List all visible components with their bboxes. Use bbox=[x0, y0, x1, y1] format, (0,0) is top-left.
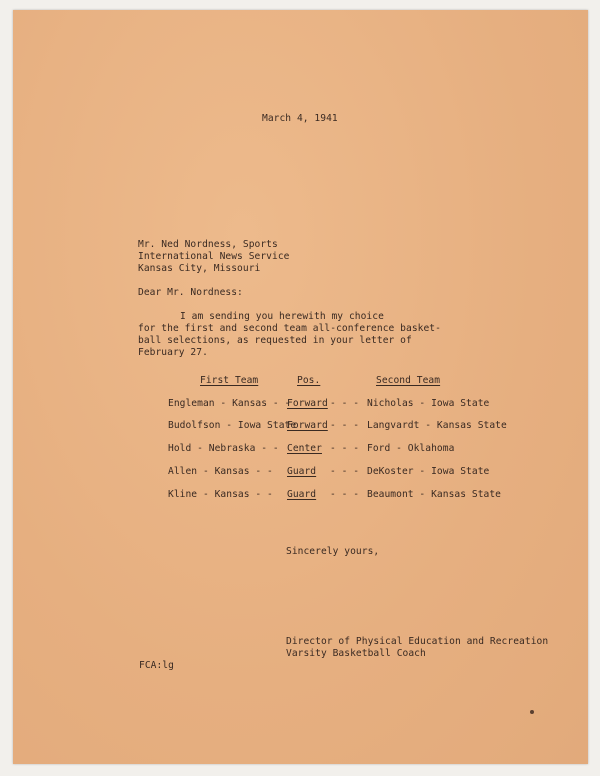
row-5-separator: - - - bbox=[330, 489, 360, 500]
closing: Sincerely yours, bbox=[286, 546, 380, 557]
row-4-position: Guard bbox=[287, 466, 317, 477]
header-position: Pos. bbox=[297, 375, 321, 386]
header-first-team: First Team bbox=[200, 375, 259, 386]
row-3-first-team: Hold - Nebraska - - bbox=[168, 443, 279, 454]
salutation: Dear Mr. Nordness: bbox=[138, 287, 243, 298]
row-4-second-team: DeKoster - Iowa State bbox=[367, 466, 490, 477]
row-5-second-team: Beaumont - Kansas State bbox=[367, 489, 501, 500]
row-3-separator: - - - bbox=[330, 443, 360, 454]
row-4-separator: - - - bbox=[330, 466, 360, 477]
row-1-first-team: Engleman - Kansas - - bbox=[168, 398, 291, 409]
body-line-2: for the first and second team all-conference basket- bbox=[138, 323, 441, 334]
row-5-first-team: Kline - Kansas - - bbox=[168, 489, 273, 500]
body-line-3: ball selections, as requested in your letter of bbox=[138, 335, 412, 346]
row-1-second-team: Nicholas - Iowa State bbox=[367, 398, 490, 409]
row-2-separator: - - - bbox=[330, 420, 360, 431]
signature-line-2: Varsity Basketball Coach bbox=[286, 648, 426, 659]
signature-line-1: Director of Physical Education and Recreation bbox=[286, 636, 549, 647]
row-1-separator: - - - bbox=[330, 398, 360, 409]
letter-date: March 4, 1941 bbox=[262, 113, 338, 124]
recipient-line-2: International News Service bbox=[138, 251, 290, 262]
row-2-second-team: Langvardt - Kansas State bbox=[367, 420, 507, 431]
typist-initials: FCA:lg bbox=[139, 660, 174, 671]
row-2-position: Forward bbox=[287, 420, 328, 431]
row-2-first-team: Budolfson - Iowa State bbox=[168, 420, 297, 431]
recipient-line-1: Mr. Ned Nordness, Sports bbox=[138, 239, 278, 250]
ink-spot bbox=[530, 710, 534, 714]
recipient-line-3: Kansas City, Missouri bbox=[138, 263, 261, 274]
body-line-1: I am sending you herewith my choice bbox=[180, 311, 384, 322]
row-3-second-team: Ford - Oklahoma bbox=[367, 443, 455, 454]
body-line-4: February 27. bbox=[138, 347, 208, 358]
row-3-position: Center bbox=[287, 443, 322, 454]
row-5-position: Guard bbox=[287, 489, 317, 500]
row-1-position: Forward bbox=[287, 398, 328, 409]
row-4-first-team: Allen - Kansas - - bbox=[168, 466, 273, 477]
header-second-team: Second Team bbox=[376, 375, 441, 386]
